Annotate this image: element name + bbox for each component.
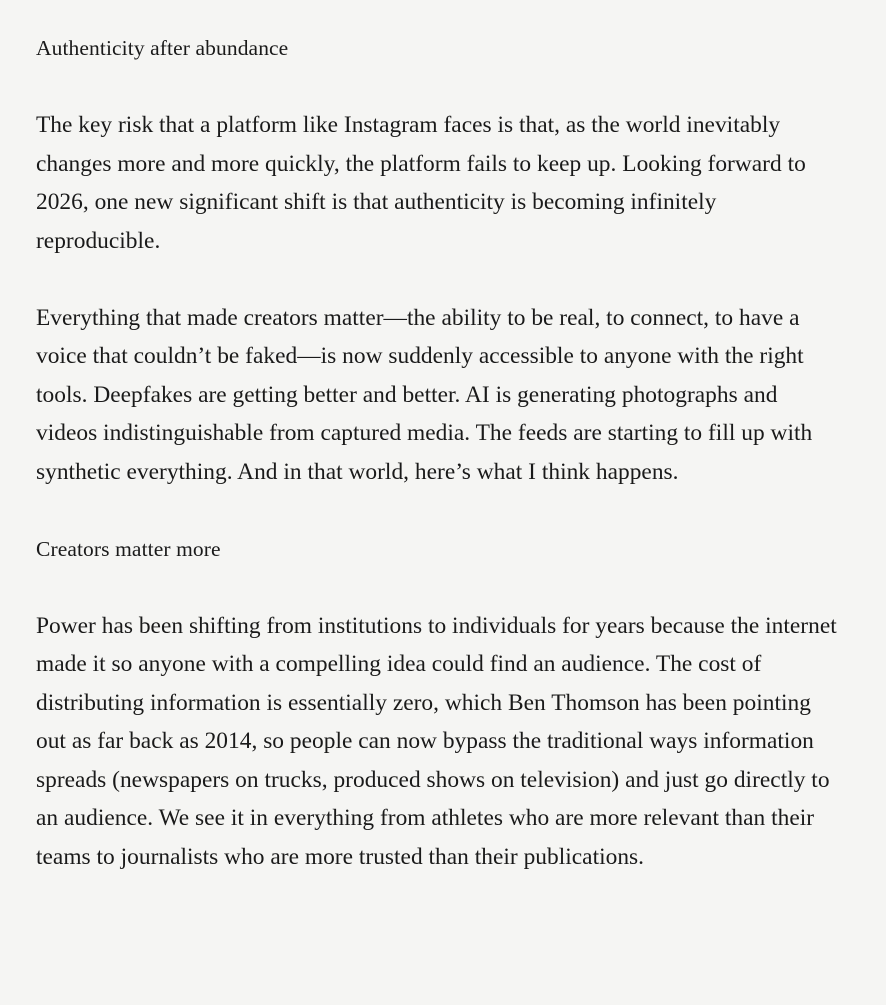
heading-authenticity-after-abundance: Authenticity after abundance — [36, 36, 289, 60]
article-content-column — [36, 0, 844, 876]
spacer-after-first-heading — [36, 68, 844, 107]
top-spacer — [36, 0, 844, 29]
paragraph-power-has-been-shifting: Power has been shifting from institutions to individuals for years because the internet made it so anyone with a compelling idea could find an audience. The cost of distributing information is essentially zero, which Ben Thomson has been pointing out as far back as 2014, so people can now bypass the traditional ways information spreads (newspapers on trucks, produced shows on television) and just go directly to an audience. We see it in everything from athletes who are more relevant than their teams to journalists who are more trusted than their publications. — [36, 612, 837, 870]
paragraph-key-risk: The key risk that a platform like Instagram faces is that, as the world inevitably changes more and more quickly, the platform fails to keep up. Looking forward to 2026, one new significant shift is that authenticity is becoming infinitely reproducible. — [36, 112, 806, 254]
spacer-after-key-risk — [36, 260, 844, 299]
heading-creators-matter-more: Creators matter more — [36, 536, 221, 561]
spacer-before-second-heading — [36, 491, 844, 530]
spacer-after-second-heading — [36, 568, 844, 607]
paragraph-everything-that-made-creators-matter: Everything that made creators matter—the ability to be real, to connect, to have a voice that couldn’t be faked—is now suddenly accessible to anyone with the right tools. Deepfakes are getting better and better. AI is generating photographs and videos indistinguishable from captured media. The feeds are starting to fill up with synthetic everything. And in that world, here’s what I think happens. — [36, 304, 813, 485]
